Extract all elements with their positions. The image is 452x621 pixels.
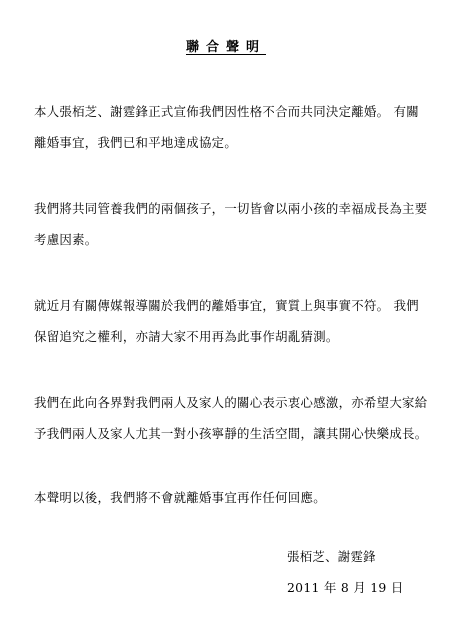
paragraph-line: 本人張栢芝、謝霆鋒正式宣佈我們因性格不合而共同決定離婚。 有關 xyxy=(34,104,419,119)
paragraph-line: 我們在此向各界對我們兩人及家人的關心表示衷心感激，亦希望大家給 xyxy=(34,395,428,410)
paragraph-no-further-comment xyxy=(34,482,424,513)
paragraph-line: 我們將共同管養我們的兩個孩子，一切皆會以兩小孩的幸福成長為主要 xyxy=(34,201,428,216)
paragraph-divorce-announcement xyxy=(34,96,424,158)
paragraph-custody xyxy=(34,193,428,255)
paragraph-line: 就近月有關傳媒報導關於我們的離婚事宜，實質上與事實不符。 我們 xyxy=(34,298,419,313)
paragraph-line: 予我們兩人及家人尤其一對小孩寧靜的生活空間，讓其開心快樂成長。 xyxy=(34,426,428,441)
paragraph-line: 離婚事宜，我們已和平地達成協定。 xyxy=(34,135,238,150)
paragraph-line: 本聲明以後，我們將不會就離婚事宜再作任何回應。 xyxy=(34,490,326,505)
paragraph-line: 保留追究之權利，亦請大家不用再為此事作胡亂猜測。 xyxy=(34,329,339,344)
document-title: 聯合聲明 xyxy=(185,40,266,55)
paragraph-media-reports xyxy=(34,290,424,352)
signature-date: 2011 年 8 月 19 日 xyxy=(287,580,404,595)
paragraph-line: 考慮因素。 xyxy=(34,232,98,247)
paragraph-gratitude xyxy=(34,387,428,449)
signature-names: 張栢芝、謝霆鋒 xyxy=(287,549,376,564)
